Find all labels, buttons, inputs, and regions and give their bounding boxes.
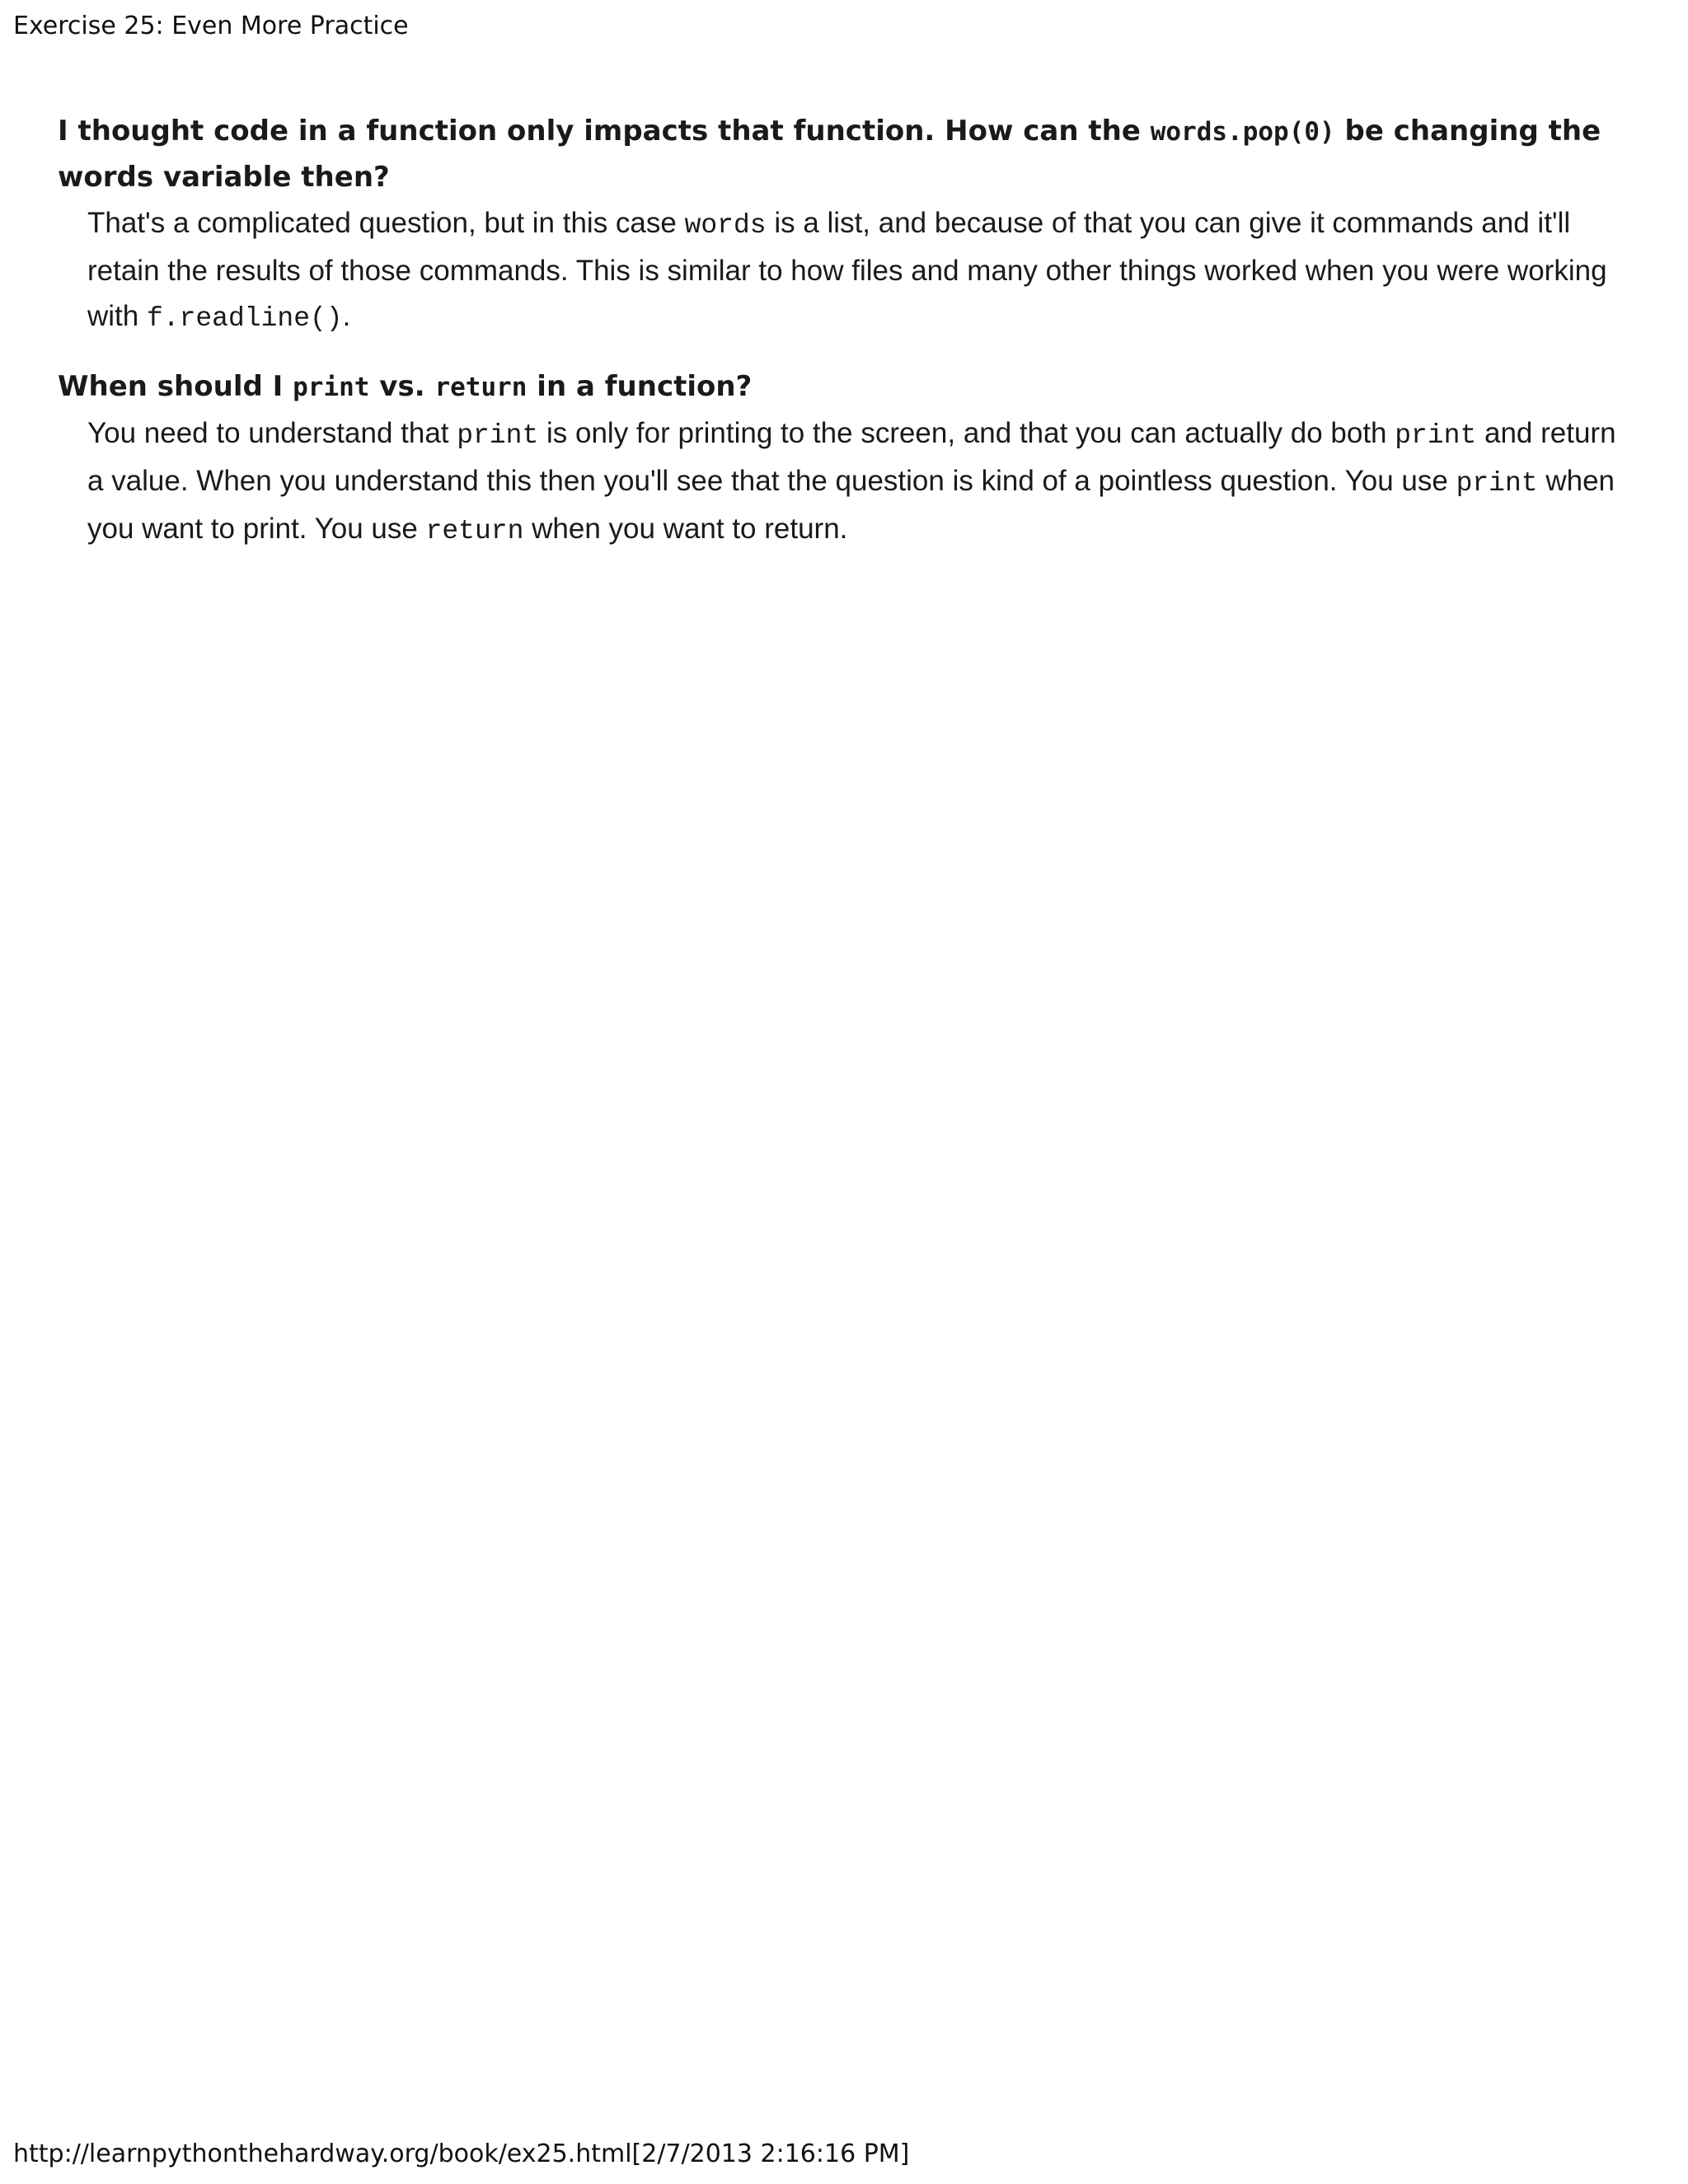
answer-text: That's a complicated question, but in this case	[87, 207, 685, 239]
faq-item	[58, 364, 1624, 554]
faq-question	[58, 109, 1624, 200]
inline-code: return	[425, 516, 524, 546]
question-text: When should I	[58, 370, 293, 403]
answer-text: when you want to print. You use	[87, 465, 1615, 545]
question-text: in a function?	[527, 370, 753, 403]
faq-answer	[87, 410, 1624, 554]
question-text: I thought code in a function only impacts that function. How can the	[58, 115, 1151, 148]
inline-code: f.readline()	[146, 303, 343, 334]
answer-text: You need to understand that	[87, 417, 457, 449]
page-header-title: Exercise 25: Even More Practice	[13, 12, 409, 40]
answer-text: when you want to return.	[523, 513, 848, 545]
inline-code: print	[1395, 420, 1477, 451]
inline-code: words.pop(0)	[1150, 117, 1335, 147]
answer-text: is only for printing to the screen, and that you can actually do both	[538, 417, 1395, 449]
question-text: be changing the words variable then?	[58, 115, 1601, 194]
answer-text: .	[342, 300, 351, 332]
faq-item	[58, 109, 1624, 341]
answer-text: is a list, and because of that you can give it commands and it'll retain the results of those commands. This is similar to how files and many other things worked when you were working with	[87, 207, 1607, 332]
answer-text: and return a value. When you understand this then you'll see that the question is kind of a pointless question. You use	[87, 417, 1616, 497]
question-text: vs.	[369, 370, 435, 403]
faq-content	[58, 109, 1624, 577]
page-footer-url: http://learnpythonthehardway.org/book/ex25.html[2/7/2013 2:16:16 PM]	[13, 2139, 910, 2168]
inline-code: print	[293, 373, 370, 402]
inline-code: words	[684, 210, 767, 241]
inline-code: print	[457, 420, 539, 451]
faq-answer	[87, 200, 1624, 341]
inline-code: return	[434, 373, 528, 402]
inline-code: print	[1456, 468, 1538, 499]
faq-question	[58, 364, 1624, 410]
